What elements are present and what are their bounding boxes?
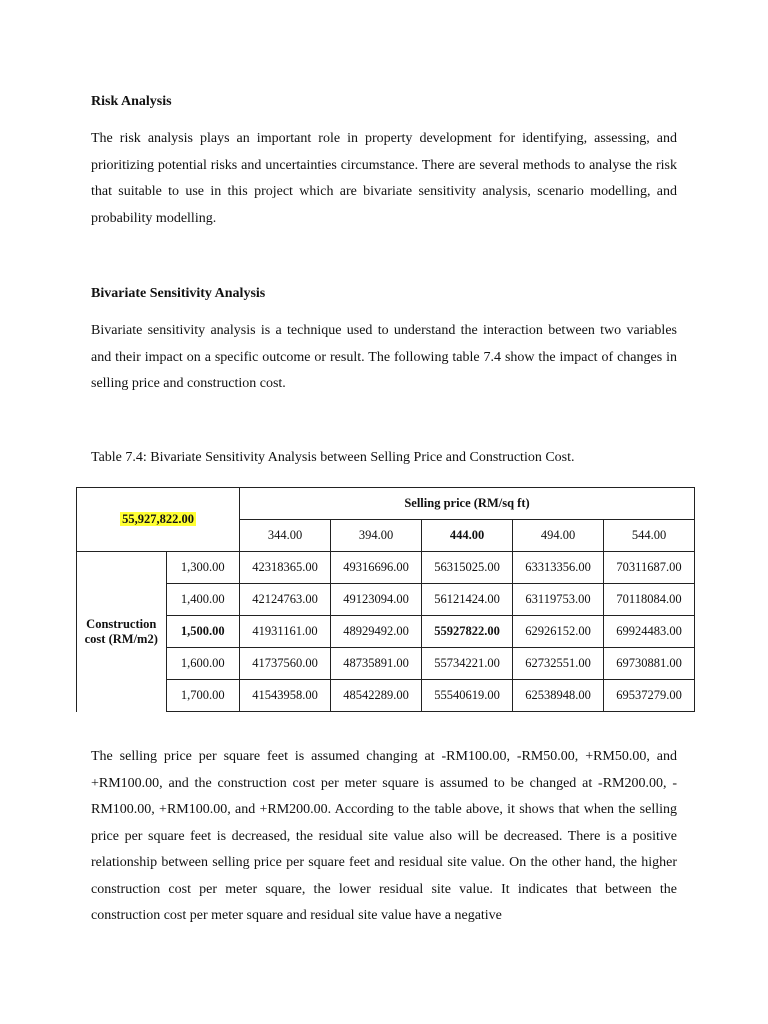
value-cell-base: 55927822.00 xyxy=(422,616,513,648)
base-value-highlight: 55,927,822.00 xyxy=(122,512,194,526)
table-row xyxy=(77,584,695,616)
cost-cell: 1,600.00 xyxy=(166,648,240,680)
cost-cell-base: 1,500.00 xyxy=(166,616,240,648)
risk-analysis-heading: Risk Analysis xyxy=(91,94,172,109)
value-cell: 55734221.00 xyxy=(422,648,513,680)
table-row xyxy=(77,616,695,648)
table-header-row xyxy=(77,488,695,520)
value-cell: 69730881.00 xyxy=(604,648,695,680)
value-cell: 48542289.00 xyxy=(331,680,422,712)
value-cell: 62538948.00 xyxy=(513,680,604,712)
value-cell: 56315025.00 xyxy=(422,552,513,584)
bivariate-heading: Bivariate Sensitivity Analysis xyxy=(91,286,266,301)
value-cell: 48929492.00 xyxy=(331,616,422,648)
table-row xyxy=(77,552,695,584)
value-cell: 48735891.00 xyxy=(331,648,422,680)
table-row xyxy=(77,648,695,680)
cost-cell: 1,700.00 xyxy=(166,680,240,712)
value-cell: 41737560.00 xyxy=(240,648,331,680)
value-cell: 70118084.00 xyxy=(604,584,695,616)
conclusion-paragraph: The selling price per square feet is assumed changing at -RM100.00, -RM50.00, +RM50.00, and +RM100.00, and the construction cost per meter square is assumed to be changed at -RM200.00, -RM100.00, +RM100.00, and +RM200.00. According to the table above, it shows that when the selling price per square feet is decreased, the residual site value also will be decreased. There is a positive relationship between selling price per square feet and residual site value. On the other hand, the higher construction cost per meter square, the lower residual site value. It indicates that between the construction cost per meter square and residual site value have a negative xyxy=(91,749,677,923)
cost-cell: 1,300.00 xyxy=(166,552,240,584)
value-cell: 63119753.00 xyxy=(513,584,604,616)
construction-cost-header: Construction cost (RM/m2) xyxy=(77,552,167,712)
base-value-cell xyxy=(77,488,240,552)
price-cell: 344.00 xyxy=(240,520,331,552)
value-cell: 42318365.00 xyxy=(240,552,331,584)
value-cell: 62926152.00 xyxy=(513,616,604,648)
value-cell: 42124763.00 xyxy=(240,584,331,616)
value-cell: 62732551.00 xyxy=(513,648,604,680)
selling-price-header: Selling price (RM/sq ft) xyxy=(240,488,695,520)
value-cell: 49316696.00 xyxy=(331,552,422,584)
value-cell: 63313356.00 xyxy=(513,552,604,584)
cost-cell: 1,400.00 xyxy=(166,584,240,616)
bivariate-paragraph: Bivariate sensitivity analysis is a technique used to understand the interaction between two variables and their impact on a specific outcome or result. The following table 7.4 show the impact of changes in selling price and construction cost. xyxy=(91,323,677,391)
value-cell: 41931161.00 xyxy=(240,616,331,648)
value-cell: 69537279.00 xyxy=(604,680,695,712)
price-cell: 544.00 xyxy=(604,520,695,552)
value-cell: 56121424.00 xyxy=(422,584,513,616)
risk-analysis-paragraph: The risk analysis plays an important role in property development for identifying, assessing, and prioritizing potential risks and uncertainties circumstance. There are several methods to analyse the risk that suitable to use in this project which are bivariate sensitivity analysis, scenario modelling, and probability modelling. xyxy=(91,131,677,226)
price-cell: 494.00 xyxy=(513,520,604,552)
price-cell: 394.00 xyxy=(331,520,422,552)
value-cell: 69924483.00 xyxy=(604,616,695,648)
table-row xyxy=(77,680,695,712)
value-cell: 70311687.00 xyxy=(604,552,695,584)
sensitivity-table xyxy=(76,487,695,712)
value-cell: 55540619.00 xyxy=(422,680,513,712)
value-cell: 41543958.00 xyxy=(240,680,331,712)
price-cell-base: 444.00 xyxy=(422,520,513,552)
table-caption: Table 7.4: Bivariate Sensitivity Analysis between Selling Price and Construction Cost. xyxy=(91,450,575,465)
value-cell: 49123094.00 xyxy=(331,584,422,616)
